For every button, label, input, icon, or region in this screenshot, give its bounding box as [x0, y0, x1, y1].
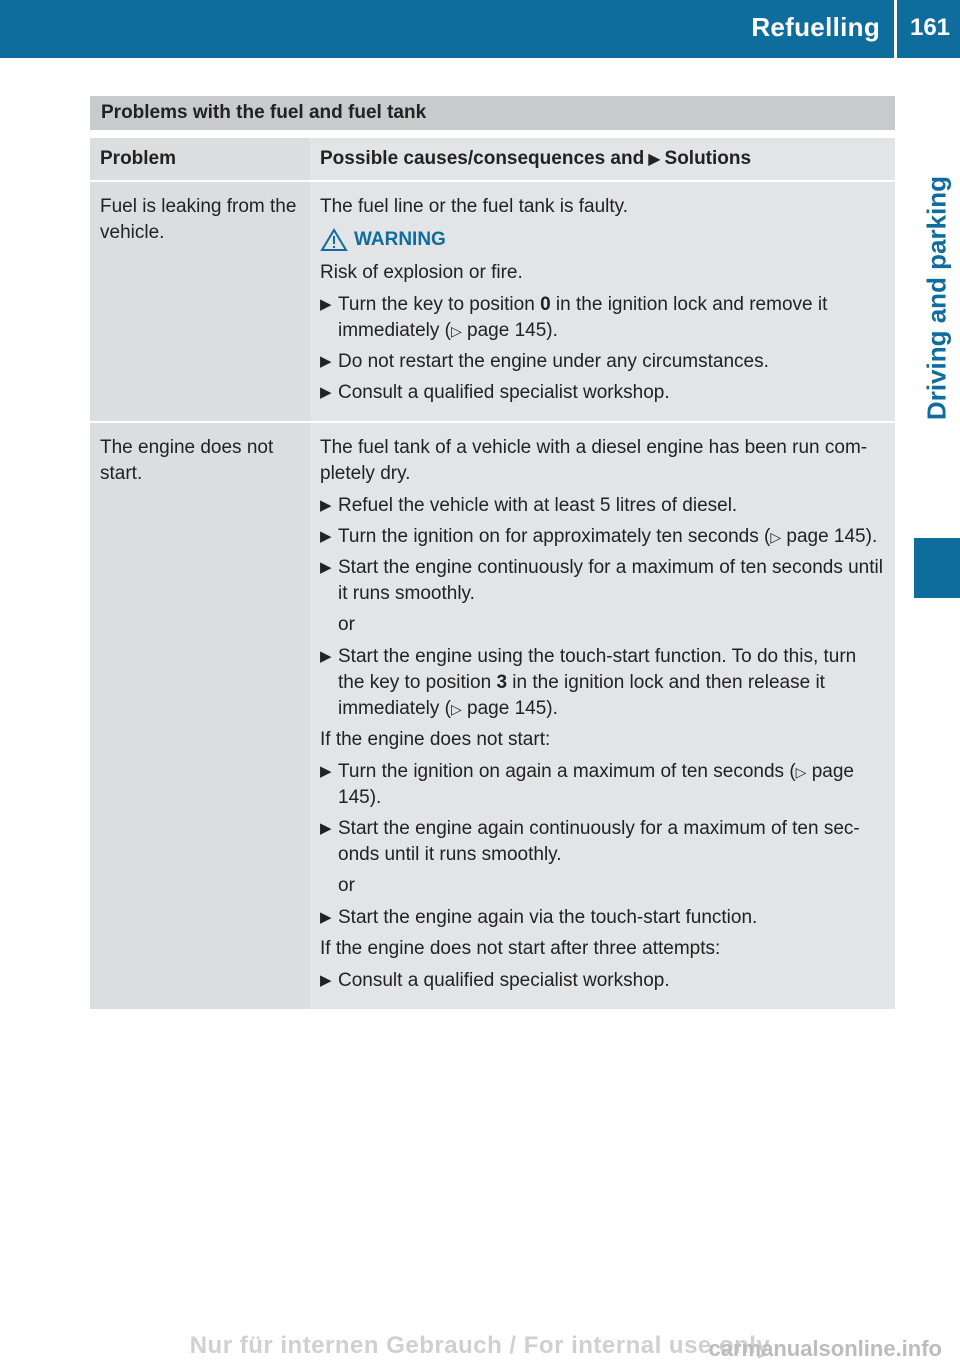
step-arrow-icon: ▶ — [320, 497, 332, 514]
step-arrow-icon: ▶ — [320, 763, 332, 780]
page-ref-icon: ▷ — [770, 529, 782, 545]
side-tab-label: Driving and parking — [921, 175, 952, 421]
list-item — [320, 816, 887, 868]
warning-triangle-icon — [320, 228, 348, 252]
page-ref[interactable]: page 145). — [467, 320, 558, 341]
step-text — [338, 644, 887, 722]
step-arrow-icon: ▶ — [320, 353, 332, 370]
page-ref[interactable]: page 145). — [786, 526, 878, 547]
step-text: Start the engine again via the touch-start function. — [338, 907, 758, 928]
page-ref[interactable]: page 145). — [467, 698, 558, 719]
step-arrow-icon: ▶ — [320, 972, 332, 989]
row-solution — [310, 423, 895, 1009]
step-text-pre: Turn the key to position — [338, 294, 541, 315]
condition-text: If the engine does not start: — [320, 729, 551, 750]
footer-site: carmanualsonline.info — [708, 1336, 942, 1361]
step-text: Start the engine continuously for a maximum of ten seconds until it runs smoothly. — [338, 557, 883, 604]
step-text: Do not restart the engine under any circumstances. — [338, 351, 769, 372]
list-item — [320, 759, 887, 811]
list-item — [320, 349, 887, 375]
step-text-bold: 3 — [496, 672, 508, 693]
list-item — [320, 292, 887, 344]
page-ref-icon: ▷ — [450, 701, 462, 717]
step-text: Consult a qualified specialist workshop. — [338, 382, 670, 403]
cause-text: The fuel tank of a vehicle with a diesel engine has been run com-pletely dry. — [320, 437, 868, 484]
header-solutions-pre: Possible causes/consequences and — [320, 148, 645, 169]
table-row — [90, 182, 895, 423]
side-tab-text-area — [914, 58, 960, 538]
step-text-post: in the ignition lock and remove it immediately ( — [338, 294, 828, 341]
page-ref[interactable]: page 145). — [338, 761, 854, 808]
header-solutions-post: Solutions — [664, 148, 752, 169]
step-text: Refuel the vehicle with at least 5 litres of diesel. — [338, 495, 738, 516]
step-text: Start the engine again continuously for a maximum of ten sec-onds until it runs smoothly. — [338, 818, 860, 865]
step-text-pre: Start the engine using the touch-start function. To do this, turn the key to position — [338, 646, 857, 693]
step-arrow-icon: ▶ — [320, 559, 332, 576]
warning-heading — [320, 226, 887, 254]
side-tab — [914, 58, 960, 538]
page-ref-icon: ▷ — [450, 323, 462, 339]
list-item — [320, 493, 887, 519]
row-solution — [310, 182, 895, 421]
step-text-pre: Turn the ignition on again a maximum of ten seconds ( — [338, 761, 796, 782]
step-text — [338, 759, 887, 811]
header-bar — [0, 0, 960, 58]
step-text-pre: Turn the ignition on for approximately ten seconds ( — [338, 526, 771, 547]
table-row — [90, 423, 895, 1011]
problems-table — [90, 96, 895, 1011]
table-header — [90, 138, 895, 182]
warning-label: WARNING — [354, 229, 446, 250]
triangle-right-icon: ▶ — [648, 151, 661, 168]
row-problem: The engine does not start. — [90, 423, 310, 1009]
step-arrow-icon: ▶ — [320, 820, 332, 837]
header-divider — [894, 0, 897, 58]
step-arrow-icon: ▶ — [320, 384, 332, 401]
cause-text: The fuel line or the fuel tank is faulty. — [320, 196, 629, 217]
list-item — [320, 555, 887, 607]
or-text: or — [338, 875, 355, 896]
side-tab-marker — [914, 538, 960, 598]
step-text-bold: 0 — [540, 294, 551, 315]
page-ref-icon: ▷ — [795, 764, 807, 780]
section-title: Refuelling — [751, 12, 880, 42]
row-problem: Fuel is leaking from the vehicle. — [90, 182, 310, 421]
condition-text: If the engine does not start after three attempts: — [320, 938, 721, 959]
list-item — [320, 968, 887, 994]
or-text: or — [338, 614, 355, 635]
list-item — [320, 524, 887, 550]
table-title: Problems with the fuel and fuel tank — [90, 96, 895, 130]
step-text — [338, 524, 887, 550]
warning-text: Risk of explosion or fire. — [320, 262, 523, 283]
list-item — [320, 905, 887, 931]
header-problem: Problem — [90, 138, 310, 180]
step-text: Consult a qualified specialist workshop. — [338, 970, 670, 991]
step-text-post: in the ignition lock and then release it immediately ( — [338, 672, 825, 719]
step-arrow-icon: ▶ — [320, 648, 332, 665]
page-number: 161 — [909, 14, 951, 41]
header-solutions — [310, 138, 895, 180]
step-arrow-icon: ▶ — [320, 528, 332, 545]
step-text — [338, 292, 887, 344]
step-arrow-icon: ▶ — [320, 296, 332, 313]
list-item — [320, 380, 887, 406]
footer-watermark: Nur für internen Gebrauch / For internal use only — [189, 1332, 771, 1359]
step-arrow-icon: ▶ — [320, 909, 332, 926]
list-item — [320, 644, 887, 722]
